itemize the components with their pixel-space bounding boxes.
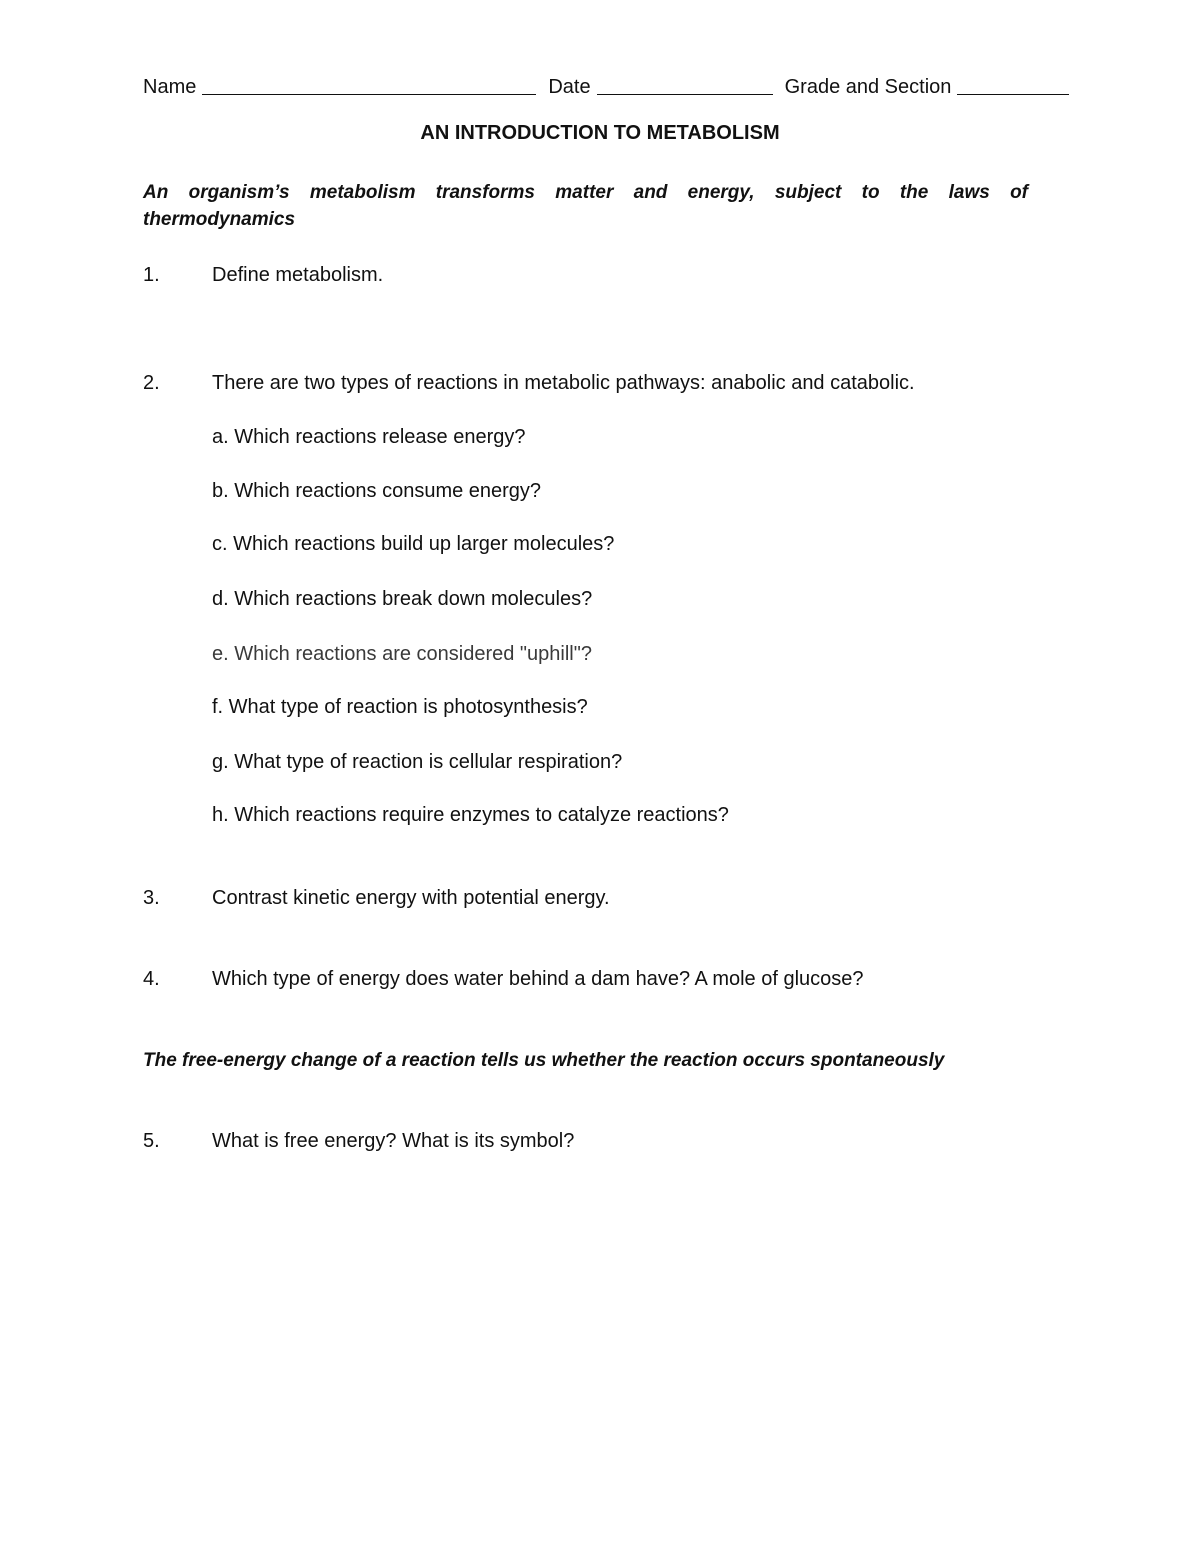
question-text: What is free energy? What is its symbol? (212, 1130, 575, 1152)
question-text: There are two types of reactions in metabolic pathways: anabolic and catabolic. (212, 372, 915, 394)
name-blank-line (202, 76, 536, 95)
grade-section-label: Grade and Section (784, 76, 952, 98)
sub-question-h: h. Which reactions require enzymes to catalyze reactions? (212, 804, 729, 826)
sub-question-g: g. What type of reaction is cellular respiration? (212, 751, 623, 773)
sub-question-a: a. Which reactions release energy? (212, 426, 526, 448)
question-text: Contrast kinetic energy with potential energy. (212, 887, 610, 909)
section-heading-free-energy: The free-energy change of a reaction tells us whether the reaction occurs spontaneously (143, 1050, 945, 1071)
question-number: 1. (143, 264, 160, 286)
question-number: 3. (143, 887, 160, 909)
question-number: 5. (143, 1130, 160, 1152)
sub-question-d: d. Which reactions break down molecules? (212, 588, 593, 610)
question-5 (143, 1130, 574, 1153)
sub-question-c: c. Which reactions build up larger molecules? (212, 533, 615, 555)
question-2 (143, 372, 915, 395)
question-number: 4. (143, 968, 160, 990)
header-fields (143, 74, 1069, 99)
question-4 (143, 968, 864, 991)
sub-question-b: b. Which reactions consume energy? (212, 480, 542, 502)
grade-section-blank-line (957, 76, 1069, 95)
question-text: Which type of energy does water behind a dam have? A mole of glucose? (212, 968, 864, 990)
sub-question-f: f. What type of reaction is photosynthesis? (212, 696, 588, 718)
section-heading-thermodynamics: An organism’s metabolism transforms matter and energy, subject to the laws of thermodynamics (143, 182, 1028, 230)
question-1 (143, 264, 383, 287)
sub-question-e: e. Which reactions are considered "uphill"? (212, 643, 592, 665)
page-title: AN INTRODUCTION TO METABOLISM (420, 122, 780, 144)
date-label: Date (548, 76, 591, 98)
name-label: Name (143, 76, 197, 98)
question-3 (143, 887, 610, 910)
date-blank-line (597, 76, 773, 95)
question-text: Define metabolism. (212, 264, 384, 286)
question-number: 2. (143, 372, 160, 394)
